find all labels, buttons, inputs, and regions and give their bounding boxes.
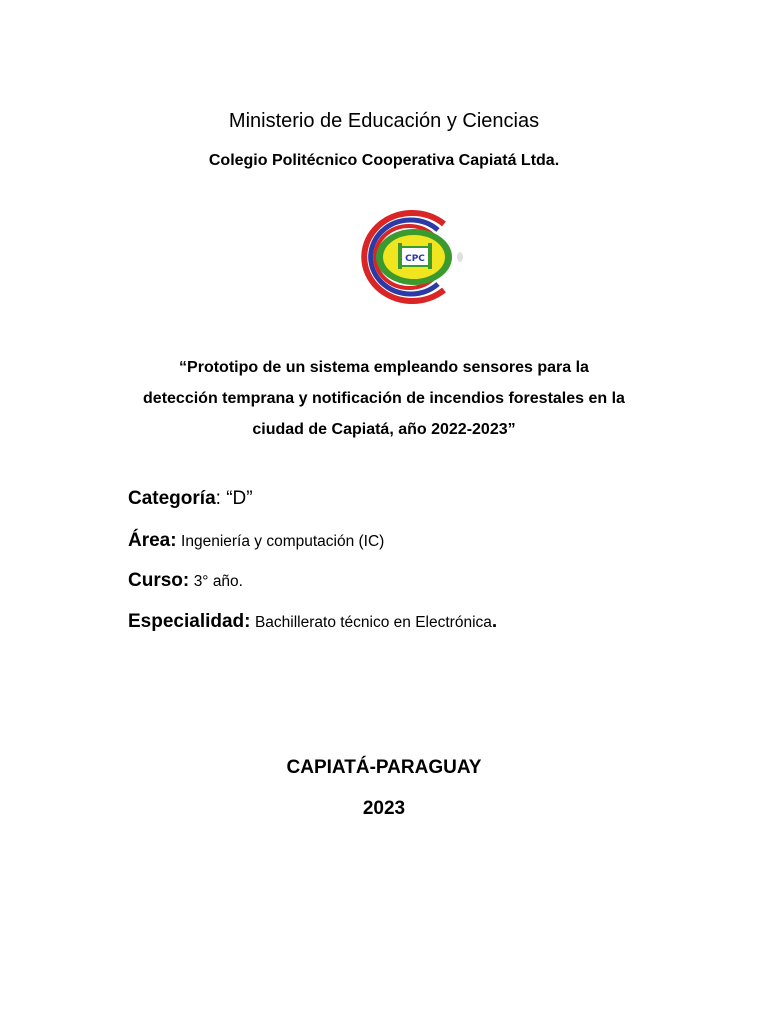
school-name: Colegio Politécnico Cooperativa Capiatá Ltda. (208, 152, 560, 169)
ministry-heading: Ministerio de Educación y Ciencias (228, 110, 540, 132)
especialidad-suffix: . (491, 611, 498, 632)
logo-text: CPC (405, 254, 425, 264)
title-line-3: ciudad de Capiatá, año 2022-2023” (252, 421, 516, 438)
categoria-value: “D” (226, 488, 253, 509)
especialidad-value: Bachillerato técnico en Electrónica (254, 614, 492, 631)
title-line-1: “Prototipo de un sistema empleando sensores para la (179, 359, 589, 376)
project-title (0, 352, 768, 445)
field-curso (128, 570, 243, 592)
categoria-label: Categoría (128, 488, 216, 509)
curso-label: Curso: (128, 570, 190, 591)
area-label: Área: (128, 530, 177, 551)
especialidad-label: Especialidad: (128, 611, 251, 632)
place: CAPIATÁ-PARAGUAY (286, 757, 482, 778)
field-categoria: Categoría: “D” (128, 488, 253, 509)
field-especialidad (128, 611, 497, 633)
area-value: Ingeniería y computación (IC) (181, 533, 385, 550)
curso-value: 3° año. (193, 573, 243, 590)
field-area (128, 530, 384, 552)
title-line-2: detección temprana y notificación de incendios forestales en la (143, 390, 625, 407)
school-logo-icon (340, 210, 464, 304)
year: 2023 (362, 798, 406, 819)
